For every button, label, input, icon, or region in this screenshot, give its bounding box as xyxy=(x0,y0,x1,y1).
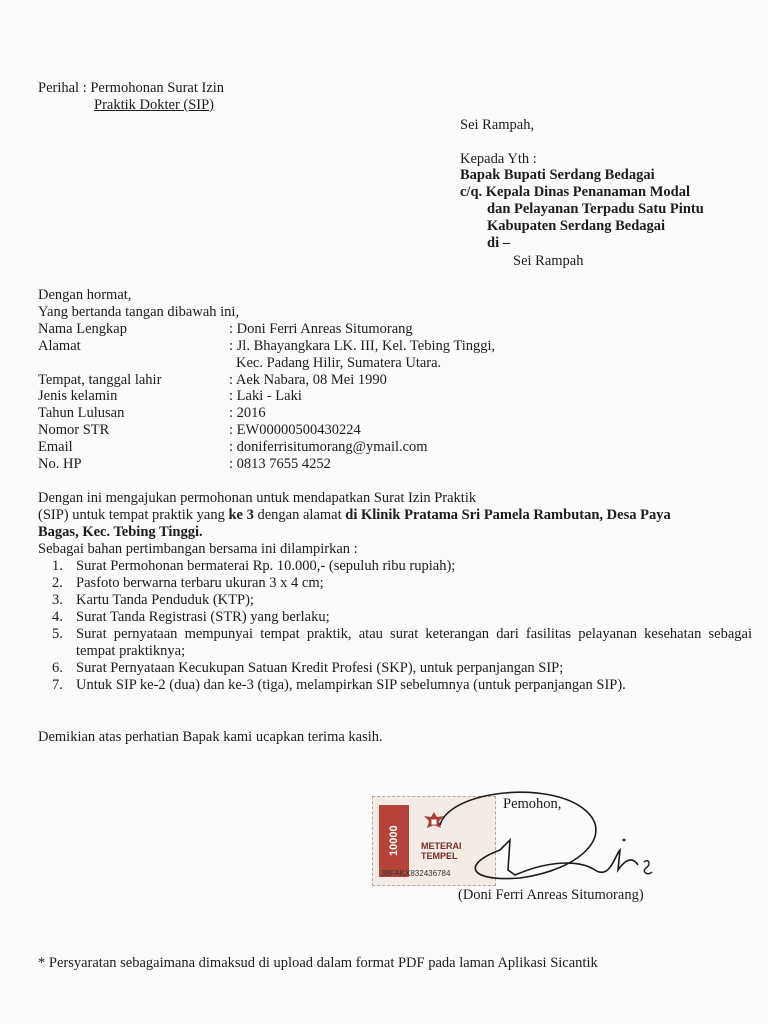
list-item-number: 1. xyxy=(52,558,63,574)
recipient-line-3: dan Pelayanan Terpadu Satu Pintu xyxy=(487,201,704,217)
request-address: di Klinik Pratama Sri Pamela Rambutan, Desa Paya xyxy=(345,507,671,523)
recipient-greeting: Kepada Yth : xyxy=(460,151,537,167)
request-practice-number: ke 3 xyxy=(228,507,254,523)
footnote: * Persyaratan sebagaimana dimaksud di upload dalam format PDF pada laman Aplikasi Sicantik xyxy=(38,955,598,971)
identity-value: : Laki - Laki xyxy=(229,388,302,404)
request-line-1: Dengan ini mengajukan permohonan untuk mendapatkan Surat Izin Praktik xyxy=(38,490,477,506)
identity-label: No. HP xyxy=(38,456,82,472)
identity-label: Tahun Lulusan xyxy=(38,405,125,421)
list-item-text: Untuk SIP ke-2 (dua) dan ke-3 (tiga), melampirkan SIP sebelumnya (untuk perpanjangan SIP). xyxy=(76,677,626,693)
identity-value: : Doni Ferri Anreas Situmorang xyxy=(229,321,413,337)
list-item-text: Surat Pernyataan Kecukupan Satuan Kredit Profesi (SKP), untuk perpanjangan SIP; xyxy=(76,660,564,676)
intro-text: Yang bertanda tangan dibawah ini, xyxy=(38,304,240,320)
identity-value: : 2016 xyxy=(229,405,266,421)
identity-label: Nama Lengkap xyxy=(38,321,127,337)
identity-label: Jenis kelamin xyxy=(38,388,118,404)
list-item-text: Surat Permohonan bermaterai Rp. 10.000,- (sepuluh ribu rupiah); xyxy=(76,558,456,574)
identity-label: Tempat, tanggal lahir xyxy=(38,372,162,388)
attachments-intro: Sebagai bahan pertimbangan bersama ini dilampirkan : xyxy=(38,541,358,557)
list-item-text: Surat Tanda Registrasi (STR) yang berlaku; xyxy=(76,609,330,625)
closing-text: Demikian atas perhatian Bapak kami ucapkan terima kasih. xyxy=(38,729,383,745)
list-item-text: Pasfoto berwarna terbaru ukuran 3 x 4 cm; xyxy=(76,575,324,591)
list-item-number: 4. xyxy=(52,609,63,625)
list-item-number: 6. xyxy=(52,660,63,676)
list-item-number: 2. xyxy=(52,575,63,591)
identity-label: Alamat xyxy=(38,338,81,354)
stamp-code: 38FAKX832436784 xyxy=(381,869,451,878)
identity-value: Kec. Padang Hilir, Sumatera Utara. xyxy=(236,355,442,371)
list-item-number: 7. xyxy=(52,677,63,693)
identity-value: : Aek Nabara, 08 Mei 1990 xyxy=(229,372,387,388)
place-date: Sei Rampah, xyxy=(460,117,535,133)
signer-role: Pemohon, xyxy=(503,796,562,812)
list-item-number: 3. xyxy=(52,592,63,608)
request-text-c: dengan alamat xyxy=(253,507,346,523)
list-item-text: Surat pernyataan mempunyai tempat praktik, atau surat keterangan dari fasilitas pelayanan kesehatan sebagai tempat praktiknya; xyxy=(76,626,752,659)
identity-value: : EW00000500430224 xyxy=(229,422,361,438)
recipient-line-4: Kabupaten Serdang Bedagai xyxy=(487,218,666,234)
list-item-text: Kartu Tanda Penduduk (KTP); xyxy=(76,592,254,608)
subject-line: Perihal : Permohonan Surat Izin xyxy=(38,80,225,96)
request-line-2 xyxy=(38,507,671,524)
recipient-line-6: Sei Rampah xyxy=(513,253,584,269)
stamp-label-line-2: TEMPEL xyxy=(421,851,458,861)
signature-icon xyxy=(380,770,670,900)
request-text-a: (SIP) untuk tempat praktik yang xyxy=(38,507,229,523)
stamp-value: 10000 xyxy=(379,805,409,877)
salutation: Dengan hormat, xyxy=(38,287,132,303)
recipient-line-2: c/q. Kepala Dinas Penanaman Modal xyxy=(460,184,691,200)
identity-label: Nomor STR xyxy=(38,422,110,438)
subject-title: Praktik Dokter (SIP) xyxy=(94,97,215,113)
identity-value: : doniferrisitumorang@ymail.com xyxy=(229,439,428,455)
list-item-number: 5. xyxy=(52,626,63,642)
recipient-line-5: di – xyxy=(487,235,510,251)
request-line-3: Bagas, Kec. Tebing Tinggi. xyxy=(38,524,203,540)
identity-value: : 0813 7655 4252 xyxy=(229,456,331,472)
identity-value: : Jl. Bhayangkara LK. III, Kel. Tebing Tinggi, xyxy=(229,338,496,354)
identity-label: Email xyxy=(38,439,73,455)
recipient-line-1: Bapak Bupati Serdang Bedagai xyxy=(460,167,655,183)
stamp-label-line-1: METERAI xyxy=(421,841,462,851)
signer-name: (Doni Ferri Anreas Situmorang) xyxy=(458,887,644,903)
